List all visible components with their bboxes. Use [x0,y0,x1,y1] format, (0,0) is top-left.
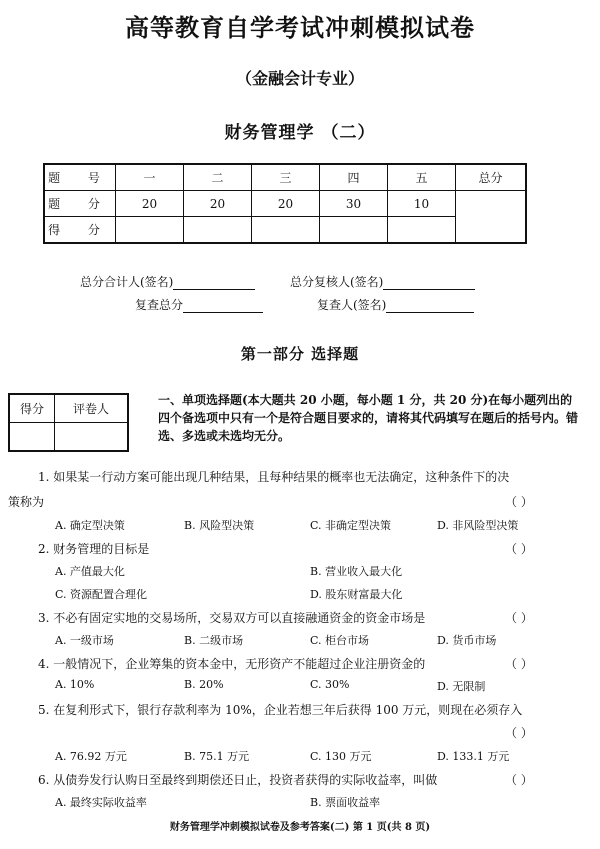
answer-paren[interactable]: （ ） [505,542,533,556]
option: C. 非确定型决策 [310,519,392,532]
earned-score-cell[interactable] [184,217,252,244]
signature-recheck-person [317,296,474,313]
option: C. 130 万元 [310,750,372,763]
score-table-row-number [44,164,526,191]
option: C. 柜台市场 [310,634,370,647]
score-cell: 10 [388,191,456,217]
score-table-row-points [44,191,526,217]
question-text: 6. 从债券发行认购日至最终到期偿还日止，投资者获得的实际收益率，叫做 [38,773,438,787]
score-cell: 20 [252,191,320,217]
score-cell: 题 分 [44,191,116,217]
score-cell: 二 [184,164,252,191]
earned-score-cell[interactable] [320,217,388,244]
earned-score-cell[interactable] [252,217,320,244]
answer-paren[interactable]: （ ） [505,657,533,671]
earned-score-cell[interactable] [388,217,456,244]
grader-name-cell[interactable] [55,423,129,452]
option: D. 股东财富最大化 [310,588,403,601]
option: A. 最终实际收益率 [55,796,147,809]
answer-paren[interactable]: （ ） [505,611,533,625]
answer-paren[interactable]: （ ） [505,773,533,787]
exam-title: 高等教育自学考试冲刺模拟试卷 [125,13,475,42]
score-table-row-earned [44,217,526,244]
total-score-cell[interactable] [456,191,527,244]
option: B. 20% [184,678,224,691]
signature-line[interactable] [173,276,255,290]
option: B. 票面收益率 [310,796,381,809]
score-cell: 三 [252,164,320,191]
option: A. 10% [55,678,95,691]
question-text: 3. 不必有固定实地的交易场所，交易双方可以直接融通资金的资金市场是 [38,611,426,625]
signature-total-calc [80,273,255,290]
signature-label: 总分合计人(签名) [80,275,174,289]
option: A. 确定型决策 [55,519,125,532]
grader-score-cell[interactable] [9,423,55,452]
grader-header: 评卷人 [55,394,129,423]
option: D. 货币市场 [437,634,497,647]
earned-score-cell[interactable] [116,217,184,244]
question-text: 1. 如果某一行动方案可能出现几种结果，且每种结果的概率也无法确定，这种条件下的决 [38,470,510,484]
question-text-cont: 策称为 [8,495,45,509]
option: D. 非风险型决策 [437,519,519,532]
score-cell: 一 [116,164,184,191]
score-cell: 20 [116,191,184,217]
question-text: 5. 在复利形式下，银行存款利率为 10%，企业若想三年后获得 100 万元，则现在必须存入 [38,703,523,717]
score-table [43,163,527,244]
signature-label: 复查总分 [135,298,184,312]
answer-paren[interactable]: （ ） [505,495,533,509]
signature-label: 复查人(签名) [317,298,387,312]
score-cell: 题 号 [44,164,116,191]
option: B. 营业收入最大化 [310,565,403,578]
option: B. 二级市场 [184,634,244,647]
score-cell: 五 [388,164,456,191]
signature-recheck-total [135,296,263,313]
score-cell: 30 [320,191,388,217]
option: A. 76.92 万元 [55,750,127,763]
grader-header: 得分 [9,394,55,423]
option: D. 无限制 [437,680,486,693]
signature-line[interactable] [183,299,263,313]
signature-label: 总分复核人(签名) [290,275,384,289]
option: D. 133.1 万元 [437,750,510,763]
signature-line[interactable] [386,299,474,313]
page-footer: 财务管理学冲刺模拟试卷及参考答案(二) 第 1 页(共 8 页) [169,822,431,833]
option: B. 风险型决策 [184,519,255,532]
grader-table [8,393,129,452]
option: C. 资源配置合理化 [55,588,148,601]
score-cell: 得 分 [44,217,116,244]
option: C. 30% [310,678,350,691]
signature-line[interactable] [383,276,475,290]
score-cell: 四 [320,164,388,191]
score-cell: 总分 [456,164,527,191]
subject-title: 财务管理学 （二） [224,123,376,143]
exam-subtitle: （金融会计专业） [235,69,364,88]
section-instructions: 一、单项选择题(本大题共 20 小题，每小题 1 分，共 20 分)在每小题列出的四个备选项中只有一个是符合题目要求的，请将其代码填写在题后的括号内。错选、多选或未选均无分。 [158,393,579,443]
signature-total-review [290,273,475,290]
score-cell: 20 [184,191,252,217]
answer-paren[interactable]: （ ） [505,726,533,740]
part-title: 第一部分 选择题 [240,345,360,363]
question-text: 2. 财务管理的目标是 [38,542,150,556]
option: B. 75.1 万元 [184,750,250,763]
question-text: 4. 一般情况下，企业筹集的资本金中，无形资产不能超过企业注册资金的 [38,657,426,671]
option: A. 一级市场 [55,634,114,647]
option: A. 产值最大化 [55,565,125,578]
